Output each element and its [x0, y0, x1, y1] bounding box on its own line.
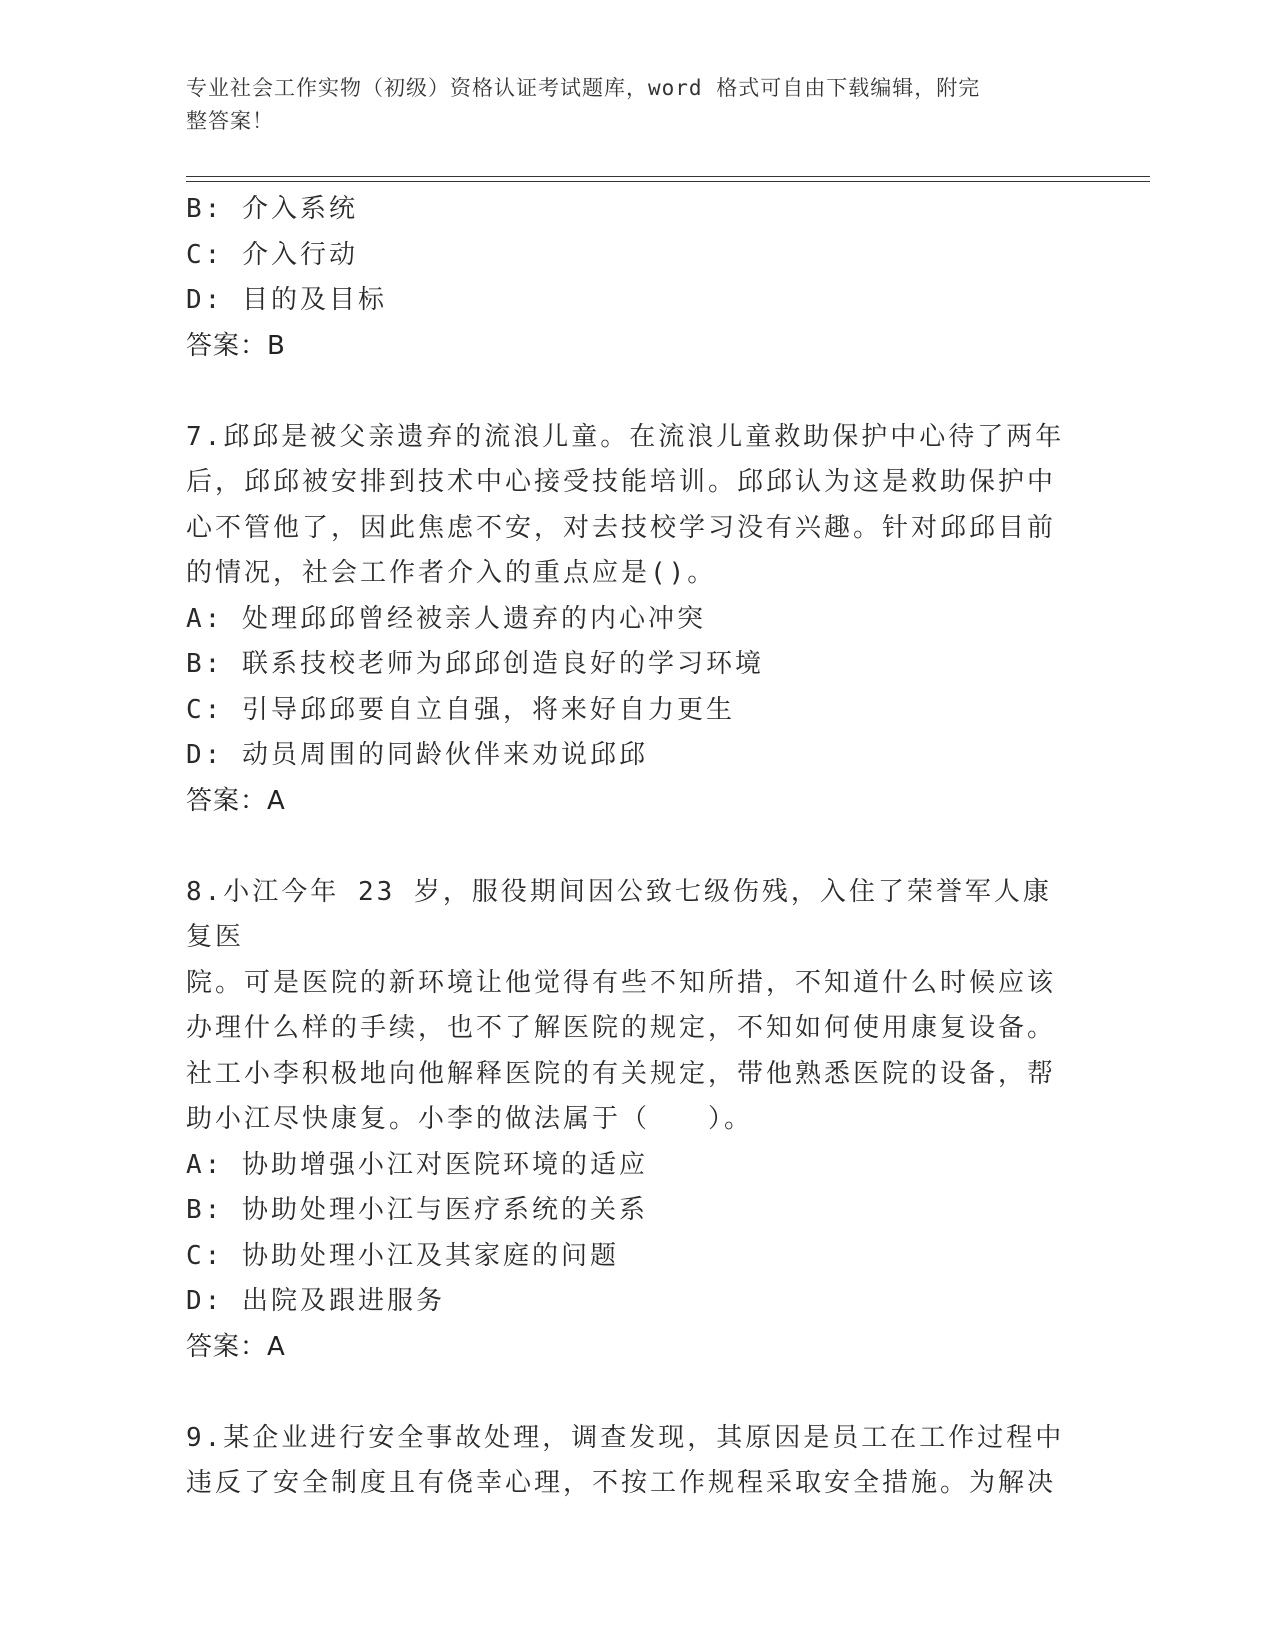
- question-8: [186, 870, 1066, 1371]
- option-d: D: 动员周围的同龄伙伴来劝说邱邱: [186, 740, 648, 770]
- stem-line: 7.邱邱是被父亲遗弃的流浪儿童。在流浪儿童救助保护中心待了两年: [186, 421, 1065, 452]
- option-d: D: 目的及目标: [186, 285, 387, 315]
- spacer: [186, 824, 1066, 870]
- stem-line: 的情况，社会工作者介入的重点应是()。: [186, 558, 717, 588]
- question-stem: [186, 870, 1066, 1143]
- page-header: [186, 72, 1066, 138]
- spacer: [186, 1370, 1066, 1416]
- option-a: A: 处理邱邱曾经被亲人遗弃的内心冲突: [186, 603, 706, 634]
- header-divider-top: [186, 176, 1150, 177]
- option-c: C: 介入行动: [186, 239, 358, 270]
- stem-line: 9.某企业进行安全事故处理，调查发现，其原因是员工在工作过程中: [186, 1422, 1065, 1453]
- question-6-tail: [186, 187, 1066, 369]
- stem-line: 后，邱邱被安排到技术中心接受技能培训。邱邱认为这是救助保护中: [186, 467, 1057, 497]
- question-7: [186, 415, 1066, 825]
- stem-line: 8.小江今年 23 岁，服役期间因公致七级伤残，入住了荣誉军人康复医: [186, 876, 1052, 952]
- stem-line: 助小江尽快康复。小李的做法属于（ ）。: [186, 1104, 754, 1134]
- question-stem: [186, 415, 1066, 597]
- question-9: [186, 1416, 1066, 1507]
- stem-line: 办理什么样的手续，也不了解医院的规定，不知如何使用康复设备。: [186, 1013, 1057, 1043]
- option-c: C: 协助处理小江及其家庭的问题: [186, 1240, 619, 1271]
- stem-line: 院。可是医院的新环境让他觉得有些不知所措，不知道什么时候应该: [186, 967, 1057, 998]
- option-d: D: 出院及跟进服务: [186, 1286, 445, 1316]
- option-b: B: 联系技校老师为邱邱创造良好的学习环境: [186, 649, 764, 679]
- header-line-2: 整答案！: [186, 109, 274, 133]
- stem-line: 社工小李积极地向他解释医院的有关规定，带他熟悉医院的设备，帮: [186, 1058, 1057, 1089]
- option-c: C: 引导邱邱要自立自强，将来好自力更生: [186, 694, 735, 725]
- stem-line: 违反了安全制度且有侥幸心理，不按工作规程采取安全措施。为解决: [186, 1468, 1057, 1498]
- answer-line: 答案：A: [186, 1331, 286, 1362]
- option-a: A: 协助增强小江对医院环境的适应: [186, 1149, 648, 1180]
- spacer: [186, 369, 1066, 415]
- stem-line: 心不管他了，因此焦虑不安，对去技校学习没有兴趣。针对邱邱目前: [186, 512, 1057, 543]
- answer-line: 答案：B: [186, 330, 286, 361]
- header-divider-bottom: [186, 181, 1150, 182]
- question-stem: [186, 1416, 1066, 1507]
- question-list: [186, 187, 1066, 1507]
- option-b: B: 介入系统: [186, 194, 358, 224]
- answer-line: 答案：A: [186, 785, 286, 816]
- option-b: B: 协助处理小江与医疗系统的关系: [186, 1195, 648, 1225]
- header-line-1: 专业社会工作实物（初级）资格认证考试题库，word 格式可自由下载编辑，附完: [186, 76, 981, 100]
